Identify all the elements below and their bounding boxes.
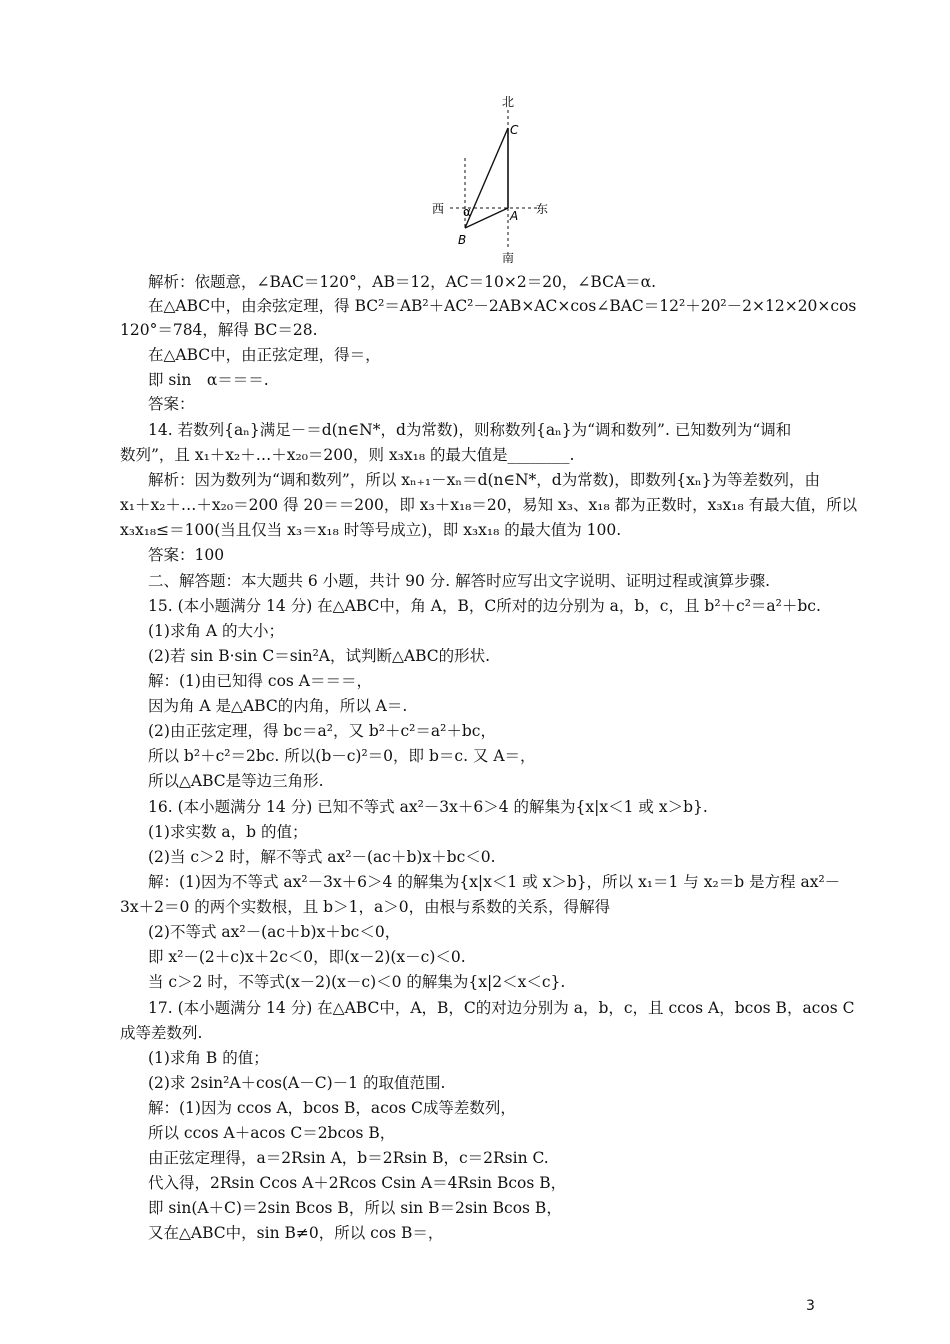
point-a-label: A	[510, 209, 519, 223]
point-c-label: C	[510, 123, 519, 137]
text-line: 解：(1)由已知得 cos A＝＝＝，	[148, 672, 372, 690]
text-line: (1)求角 A 的大小；	[148, 622, 285, 640]
east-label: 东	[536, 202, 549, 216]
text-line: 在△ABC中，由正弦定理，得＝，	[148, 346, 381, 364]
figure-svg	[420, 88, 560, 268]
text-line: (2)由正弦定理，得 bc＝a²，又 b²＋c²＝a²＋bc，	[148, 722, 496, 740]
text-line: 17. (本小题满分 14 分) 在△ABC中，A，B，C的对边分别为 a，b，c，且 ccos A，bcos B，acos C	[148, 999, 855, 1017]
text-line: 3x＋2＝0 的两个实数根，且 b＞1，a＞0，由根与系数的关系，得解得	[120, 898, 611, 916]
text-line: (2)若 sin B·sin C＝sin²A，试判断△ABC的形状.	[148, 647, 491, 665]
text-line: 即 x²－(2＋c)x＋2c＜0，即(x－2)(x－c)＜0.	[148, 948, 466, 966]
segment-ba	[465, 208, 508, 228]
text-line: 答案：	[148, 395, 195, 413]
text-line: 16. (本小题满分 14 分) 已知不等式 ax²－3x＋6＞4 的解集为{x|x＜1 或 x＞b}.	[148, 798, 708, 816]
text-line: 成等差数列.	[120, 1024, 203, 1042]
text-line: 14. 若数列{aₙ}满足－＝d(n∈N*，d为常数)，则称数列{aₙ}为“调和数列”. 已知数列为“调和	[148, 421, 792, 439]
text-line: 解析：因为数列为“调和数列”，所以 xₙ₊₁－xₙ＝d(n∈N*，d为常数)，即数列{xₙ}为等差数列，由	[148, 471, 820, 489]
section-heading: 二、解答题：本大题共 6 小题，共计 90 分. 解答时应写出文字说明、证明过程或演算步骤.	[148, 572, 771, 590]
text-line: 答案：100	[148, 546, 225, 564]
text-line: 在△ABC中，由余弦定理，得 BC²＝AB²＋AC²－2AB×AC×cos∠BAC＝12²＋20²－2×12×20×cos	[148, 297, 857, 315]
text-line: 代入得，2Rsin Ccos A＋2Rcos Csin A＝4Rsin Bcos B，	[148, 1174, 567, 1192]
page-number: 3	[806, 1298, 815, 1314]
segment-bc	[465, 128, 508, 228]
text-line: (1)求角 B 的值；	[148, 1049, 269, 1067]
text-line: 120°＝784，解得 BC＝28.	[120, 321, 318, 339]
text-line: (1)求实数 a，b 的值；	[148, 823, 308, 841]
text-line: 所以△ABC是等边三角形.	[148, 772, 324, 790]
text-line: x₃x₁₈≤＝100(当且仅当 x₃＝x₁₈ 时等号成立)，即 x₃x₁₈ 的最大值为 100.	[120, 521, 622, 539]
text-line: (2)求 2sin²A＋cos(A－C)－1 的取值范围.	[148, 1074, 446, 1092]
text-line: 因为角 A 是△ABC的内角，所以 A＝.	[148, 697, 408, 715]
text-line: (2)当 c＞2 时，解不等式 ax²－(ac＋b)x＋bc＜0.	[148, 848, 496, 866]
text-line: 解：(1)因为不等式 ax²－3x＋6＞4 的解集为{x|x＜1 或 x＞b}，所以 x₁＝1 与 x₂＝b 是方程 ax²－	[148, 873, 841, 891]
text-line: 所以 b²＋c²＝2bc. 所以(b－c)²＝0，即 b＝c. 又 A＝，	[148, 747, 536, 765]
south-label: 南	[502, 251, 515, 265]
text-line: (2)不等式 ax²－(ac＋b)x＋bc＜0，	[148, 923, 401, 941]
west-label: 西	[432, 202, 445, 216]
text-line: 即 sin(A＋C)＝2sin Bcos B，所以 sin B＝2sin Bcos B，	[148, 1199, 562, 1217]
north-label: 北	[502, 95, 515, 109]
text-line: 由正弦定理得，a＝2Rsin A，b＝2Rsin B，c＝2Rsin C.	[148, 1149, 549, 1167]
point-b-label: B	[458, 233, 467, 247]
text-line: 数列”，且 x₁＋x₂＋…＋x₂₀＝200，则 x₃x₁₈ 的最大值是________.	[120, 446, 575, 464]
text-line: 15. (本小题满分 14 分) 在△ABC中，角 A，B，C所对的边分别为 a，b，c，且 b²＋c²＝a²＋bc.	[148, 597, 821, 615]
text-line: 解析：依题意，∠BAC＝120°，AB＝12，AC＝10×2＝20，∠BCA＝α.	[148, 273, 657, 291]
text-line: 又在△ABC中，sin B≠0，所以 cos B＝，	[148, 1224, 444, 1242]
text-line: 解：(1)因为 ccos A，bcos B，acos C成等差数列，	[148, 1099, 516, 1117]
angle-alpha-label: α	[463, 205, 471, 219]
text-line: 所以 ccos A＋acos C＝2bcos B，	[148, 1124, 396, 1142]
compass-triangle-figure	[420, 88, 560, 268]
text-line: 即 sin α＝＝＝.	[148, 371, 269, 389]
text-line: x₁＋x₂＋…＋x₂₀＝200 得 20＝＝200，即 x₃＋x₁₈＝20，易知 x₃、x₁₈ 都为正数时，x₃x₁₈ 有最大值，所以	[120, 496, 858, 514]
text-line: 当 c＞2 时，不等式(x－2)(x－c)＜0 的解集为{x|2＜x＜c}.	[148, 973, 566, 991]
